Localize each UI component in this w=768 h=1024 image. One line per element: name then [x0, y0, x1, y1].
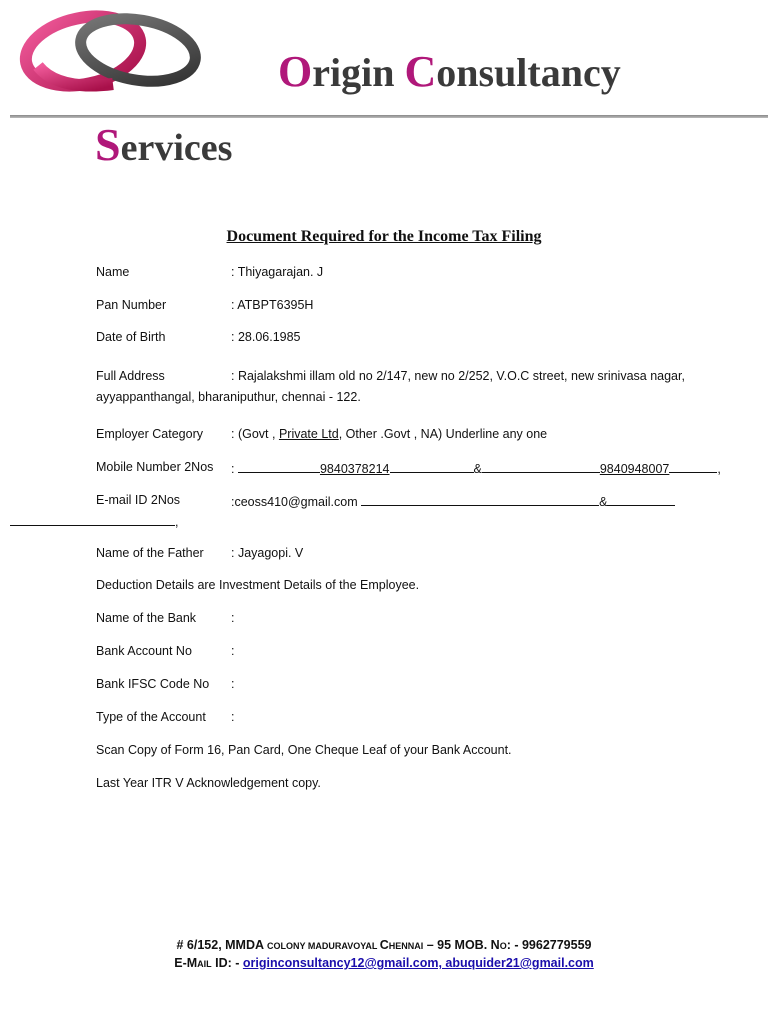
itr-text: Last Year ITR V Acknowledgement copy. [96, 776, 321, 790]
account-type-value: : [231, 710, 235, 724]
name-label: Name [96, 265, 130, 279]
employer-selected: Private Ltd [278, 427, 339, 441]
address-value-line1: : Rajalakshmi illam old no 2/147, new no 2/252, V.O.C street, new srinivasa nagar, [231, 369, 685, 383]
footer-email-link[interactable]: originconsultancy12@gmail.com, abuquider21@gmail.com [242, 956, 594, 970]
name-value: : Thiyagarajan. J [231, 265, 324, 279]
bank-account-label: Bank Account No [96, 644, 192, 658]
father-label: Name of the Father [96, 546, 204, 560]
father-value: : Jayagopi. V [231, 546, 304, 560]
bank-name-label: Name of the Bank [96, 611, 197, 625]
account-type-label: Type of the Account [96, 710, 206, 724]
footer-email: E-MAIL ID: - originconsultancy12@gmail.com, abuquider21@gmail.com [174, 956, 594, 970]
mobile-1: 9840378214 [319, 462, 390, 476]
email-value: :ceoss410@gmail.com & [231, 493, 675, 509]
document-title: Document Required for the Income Tax Filing [226, 228, 542, 245]
pan-value: : ATBPT6395H [231, 298, 314, 312]
bank-account-value: : [231, 644, 235, 658]
scan-copy-text: Scan Copy of Form 16, Pan Card, One Cheque Leaf of your Bank Account. [96, 743, 512, 757]
bank-name-value: : [231, 611, 235, 625]
company-name: Origin Consultancy [278, 47, 621, 96]
employer-label: Employer Category [96, 427, 203, 441]
mobile-value: : 9840378214 & 9840948007 , [231, 462, 721, 476]
services-heading: Services [95, 119, 233, 170]
bank-ifsc-label: Bank IFSC Code No [96, 677, 210, 691]
footer-address: # 6/152, MMDA COLONY MADURAVOYAL CHENNAI – 95 MOB. NO: - 9962779559 [176, 938, 592, 952]
employer-value: : (Govt , Private Ltd, Other .Govt , NA) Underline any one [231, 427, 548, 441]
email-continuation: , [10, 513, 178, 529]
dob-label: Date of Birth [96, 330, 166, 344]
bank-ifsc-value: : [231, 677, 235, 691]
address-value-line2: ayyappanthangal, bharaniputhur, chennai - 122. [96, 390, 361, 404]
mobile-label: Mobile Number 2Nos [96, 460, 214, 474]
mobile-2: 9840948007 [599, 462, 670, 476]
pan-label: Pan Number [96, 298, 167, 312]
dob-value: : 28.06.1985 [231, 330, 301, 344]
company-logo [18, 6, 203, 101]
deduction-text: Deduction Details are Investment Details of the Employee. [96, 578, 420, 592]
email-label: E-mail ID 2Nos [96, 493, 181, 507]
address-label: Full Address [96, 369, 165, 383]
